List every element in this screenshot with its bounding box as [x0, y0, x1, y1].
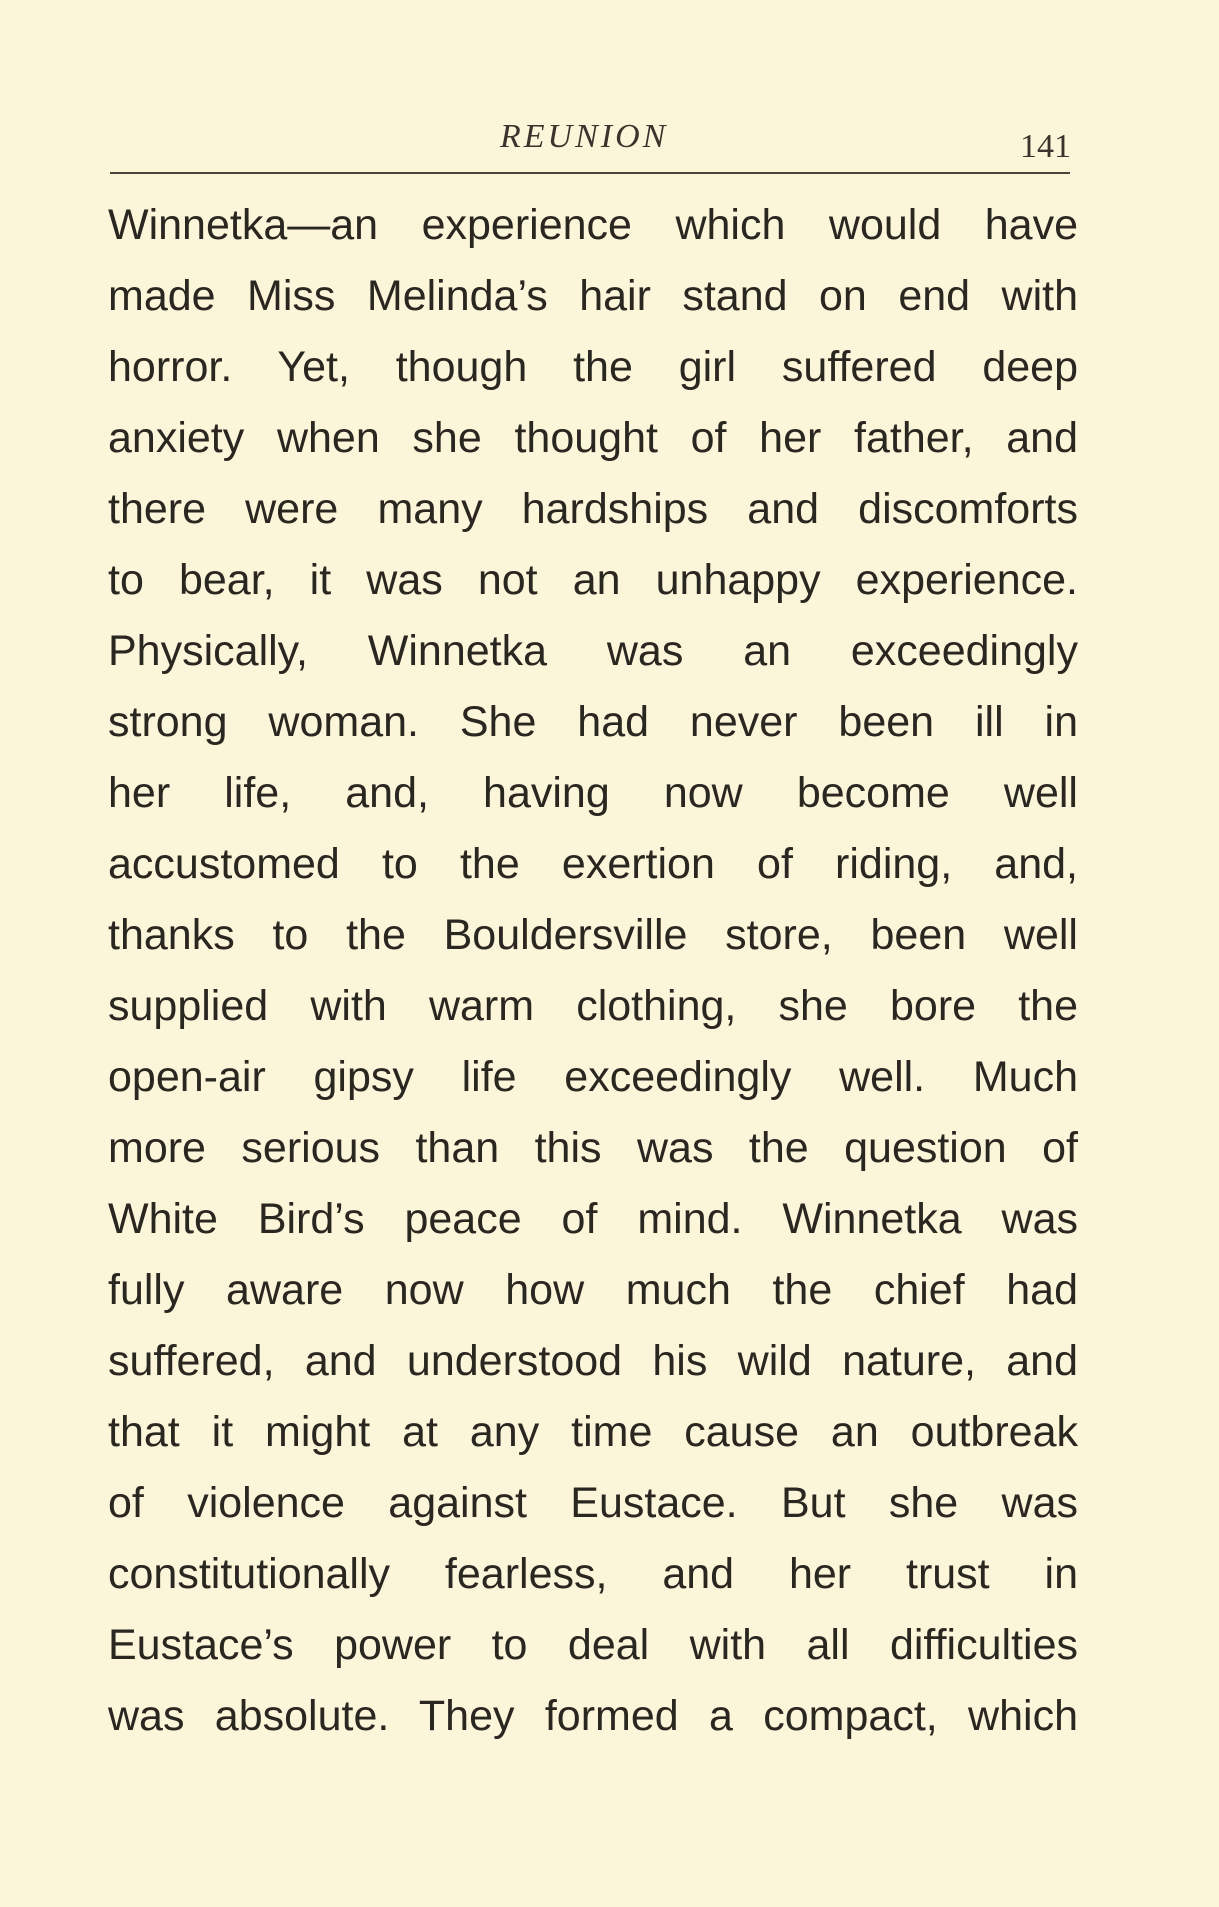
- text-line: thanks to the Bouldersville store, been well: [108, 911, 1078, 959]
- text-line: Winnetka—an experience which would have: [108, 201, 1078, 249]
- text-line: her life, and, having now become well: [108, 769, 1078, 817]
- text-line: Eustace’s power to deal with all difficulties: [108, 1621, 1078, 1669]
- text-line: of violence against Eustace. But she was: [108, 1479, 1078, 1527]
- text-line: was absolute. They formed a compact, which: [108, 1692, 1078, 1740]
- text-line: there were many hardships and discomforts: [108, 485, 1078, 533]
- text-line: accustomed to the exertion of riding, and,: [108, 840, 1078, 888]
- text-line: supplied with warm clothing, she bore the: [108, 982, 1078, 1030]
- text-line: anxiety when she thought of her father, and: [108, 414, 1078, 462]
- text-line: Physically, Winnetka was an exceedingly: [108, 627, 1078, 675]
- running-head: [0, 108, 1219, 165]
- header-rule: [110, 172, 1070, 174]
- text-line: constitutionally fearless, and her trust in: [108, 1550, 1078, 1598]
- running-title: REUNION: [500, 118, 669, 155]
- text-line: more serious than this was the question of: [108, 1124, 1078, 1172]
- text-line: open-air gipsy life exceedingly well. Much: [108, 1053, 1078, 1101]
- text-line: White Bird’s peace of mind. Winnetka was: [108, 1195, 1078, 1243]
- body-text: [108, 190, 1078, 1752]
- text-line: made Miss Melinda’s hair stand on end with: [108, 272, 1078, 320]
- page-number: 141: [1020, 128, 1071, 165]
- text-line: strong woman. She had never been ill in: [108, 698, 1078, 746]
- text-line: horror. Yet, though the girl suffered deep: [108, 343, 1078, 391]
- text-line: fully aware now how much the chief had: [108, 1266, 1078, 1314]
- text-line: that it might at any time cause an outbreak: [108, 1408, 1078, 1456]
- text-line: suffered, and understood his wild nature, and: [108, 1337, 1078, 1385]
- text-line: to bear, it was not an unhappy experience.: [108, 556, 1078, 604]
